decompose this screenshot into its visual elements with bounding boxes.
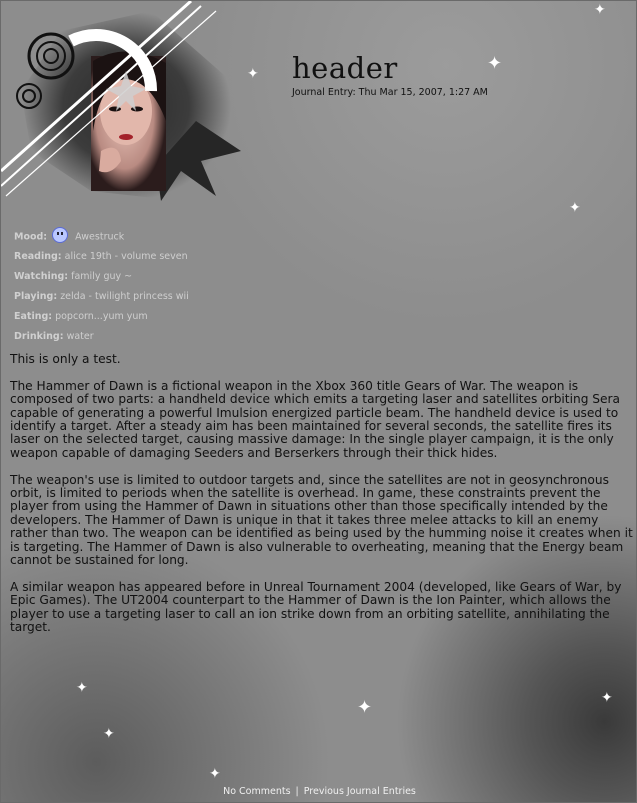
sparkle-icon: ✦ xyxy=(209,766,221,782)
body-paragraph: This is only a test. xyxy=(10,352,121,366)
no-comments-link[interactable]: No Comments xyxy=(223,786,291,797)
meta-label-watching: Watching: xyxy=(14,271,69,282)
page-title: header xyxy=(292,51,398,85)
previous-entries-link[interactable]: Previous Journal Entries xyxy=(303,786,416,797)
body-paragraph: The weapon's use is limited to outdoor targets and, since the satellites are not in geosynchronous orbit, is limited to periods when the satellite is overhead. In game, these constraints prevent the player from using the Hammer of Dawn in situations other than those specifically intended by the developers. The Hammer of Dawn is unique in that it takes three melee attacks to kill an enemy rather than two. The weapon can be identified as being used by the humming noise it creates when it is targeting. The Hammer of Dawn is also vulnerable to overheating, meaning that the Energy beam cannot be sustained for long. xyxy=(10,472,633,568)
meta-label-reading: Reading: xyxy=(14,251,62,262)
meta-value-mood: Awestruck xyxy=(75,231,125,243)
meta-value-watching: family guy ~ xyxy=(71,271,133,282)
footer-separator: | xyxy=(295,786,299,797)
journal-footer xyxy=(1,786,637,797)
meta-row-watching xyxy=(14,269,189,289)
meta-value-eating: popcorn...yum yum xyxy=(55,311,148,322)
meta-label-drinking: Drinking: xyxy=(14,331,64,342)
journal-body xyxy=(10,353,634,648)
meta-label-playing: Playing: xyxy=(14,291,58,302)
meta-row-playing xyxy=(14,289,189,309)
awestruck-face-icon xyxy=(52,227,68,243)
meta-label-mood: Mood: xyxy=(14,231,48,243)
sparkle-icon: ✦ xyxy=(247,66,259,82)
sparkle-icon: ✦ xyxy=(569,200,581,216)
sparkle-icon: ✦ xyxy=(76,680,88,696)
body-paragraph: The Hammer of Dawn is a fictional weapon in the Xbox 360 title Gears of War. The weapon is composed of two parts: a handheld device which emits a targeting laser and satellites orbiting Sera capable of generating a powerful Imulsion energized particle beam. The handheld device is used to identify a target. After a steady aim has been maintained for several seconds, the satellite fires its laser on the selected target, causing massive damage: In the single player campaign, it is the only weapon capable of damaging Seeders and Berserkers through their thick hides. xyxy=(10,378,621,460)
sparkle-icon: ✦ xyxy=(487,53,503,74)
meta-row-drinking xyxy=(14,329,189,349)
journal-meta xyxy=(14,229,189,349)
sparkle-icon: ✦ xyxy=(601,690,613,706)
meta-value-drinking: water xyxy=(66,331,94,342)
sparkle-icon: ✦ xyxy=(594,2,606,18)
journal-entry-date: Journal Entry: Thu Mar 15, 2007, 1:27 AM xyxy=(292,87,488,98)
meta-row-mood xyxy=(14,229,189,249)
body-paragraph: A similar weapon has appeared before in Unreal Tournament 2004 (developed, like Gears of War, by Epic Games). The UT2004 counterpart to the Hammer of Dawn is the Ion Painter, which allows the player to use a targeting laser to call an ion strike down from an orbiting satellite, annihilating the target. xyxy=(10,579,622,635)
meta-row-eating xyxy=(14,309,189,329)
meta-value-reading: alice 19th - volume seven xyxy=(64,251,188,262)
sparkle-icon: ✦ xyxy=(103,726,115,742)
meta-value-playing: zelda - twilight princess wii xyxy=(60,291,189,302)
meta-label-eating: Eating: xyxy=(14,311,53,322)
meta-row-reading xyxy=(14,249,189,269)
sparkle-icon: ✦ xyxy=(357,697,373,718)
header-artwork xyxy=(1,1,246,201)
